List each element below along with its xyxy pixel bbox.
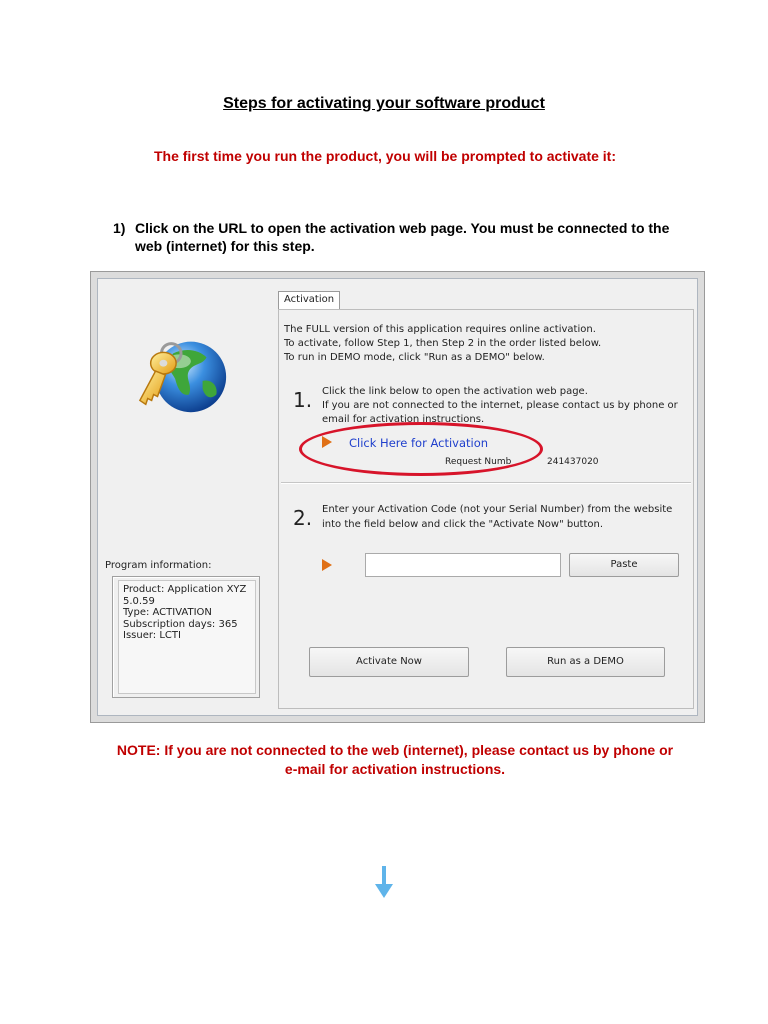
program-info-line: 5.0.59 — [123, 595, 155, 607]
step2-line: Enter your Activation Code (not your Serial Number) from the website — [322, 504, 673, 515]
activation-info — [284, 323, 601, 365]
step1-line: Click the link below to open the activation web page. — [322, 386, 588, 397]
step1-number-large: 1. — [293, 388, 313, 412]
program-info-content — [118, 580, 256, 694]
activation-dialog-screenshot — [90, 271, 705, 723]
highlight-oval — [299, 422, 543, 476]
program-info-line: Subscription days: 365 — [123, 618, 238, 630]
down-arrow-icon — [374, 866, 394, 900]
note-text: NOTE: If you are not connected to the web (internet), please contact us by phone or e-mail for activation instructions. — [116, 742, 674, 777]
program-info-line: Issuer: LCTI — [123, 630, 181, 641]
play-arrow-icon — [322, 559, 332, 571]
info-line: To run in DEMO mode, click "Run as a DEMO" below. — [284, 352, 545, 363]
globe-key-icon — [134, 323, 232, 423]
step2-description — [322, 502, 672, 532]
step1-line: email for activation instructions. — [322, 414, 485, 425]
step1-instruction — [113, 219, 683, 255]
step2-line: into the field below and click the "Activate Now" button. — [322, 519, 604, 530]
program-info-label: Program information: — [105, 560, 212, 571]
document-title: Steps for activating your software product — [223, 95, 545, 112]
run-as-demo-button[interactable]: Run as a DEMO — [506, 647, 665, 677]
paste-button[interactable]: Paste — [569, 553, 679, 577]
section-divider — [281, 482, 691, 484]
activation-code-input[interactable] — [365, 553, 561, 577]
program-info-line: Product: Application XYZ — [123, 584, 247, 595]
activation-link[interactable]: Click Here for Activation — [349, 436, 489, 450]
request-number-label: Request Numb — [445, 457, 512, 467]
tab-activation[interactable]: Activation — [278, 291, 340, 310]
step1-line: If you are not connected to the internet, please contact us by phone or — [322, 400, 678, 411]
dialog-body — [97, 278, 698, 716]
activation-panel — [278, 309, 694, 709]
step1-text: Click on the URL to open the activation web page. You must be connected to the web (internet) for this step. — [135, 220, 670, 254]
info-line: The FULL version of this application requires online activation. — [284, 324, 596, 335]
request-number-value: 241437020 — [547, 457, 599, 467]
step1-number: 1) — [113, 220, 126, 236]
step1-description — [322, 385, 678, 427]
program-info-line: Type: ACTIVATION — [123, 607, 212, 618]
intro-text: The first time you run the product, you will be prompted to activate it: — [153, 148, 617, 164]
info-line: To activate, follow Step 1, then Step 2 in the order listed below. — [284, 338, 602, 349]
program-info-box — [112, 576, 260, 698]
step2-number-large: 2. — [293, 506, 313, 530]
activate-now-button[interactable]: Activate Now — [309, 647, 469, 677]
